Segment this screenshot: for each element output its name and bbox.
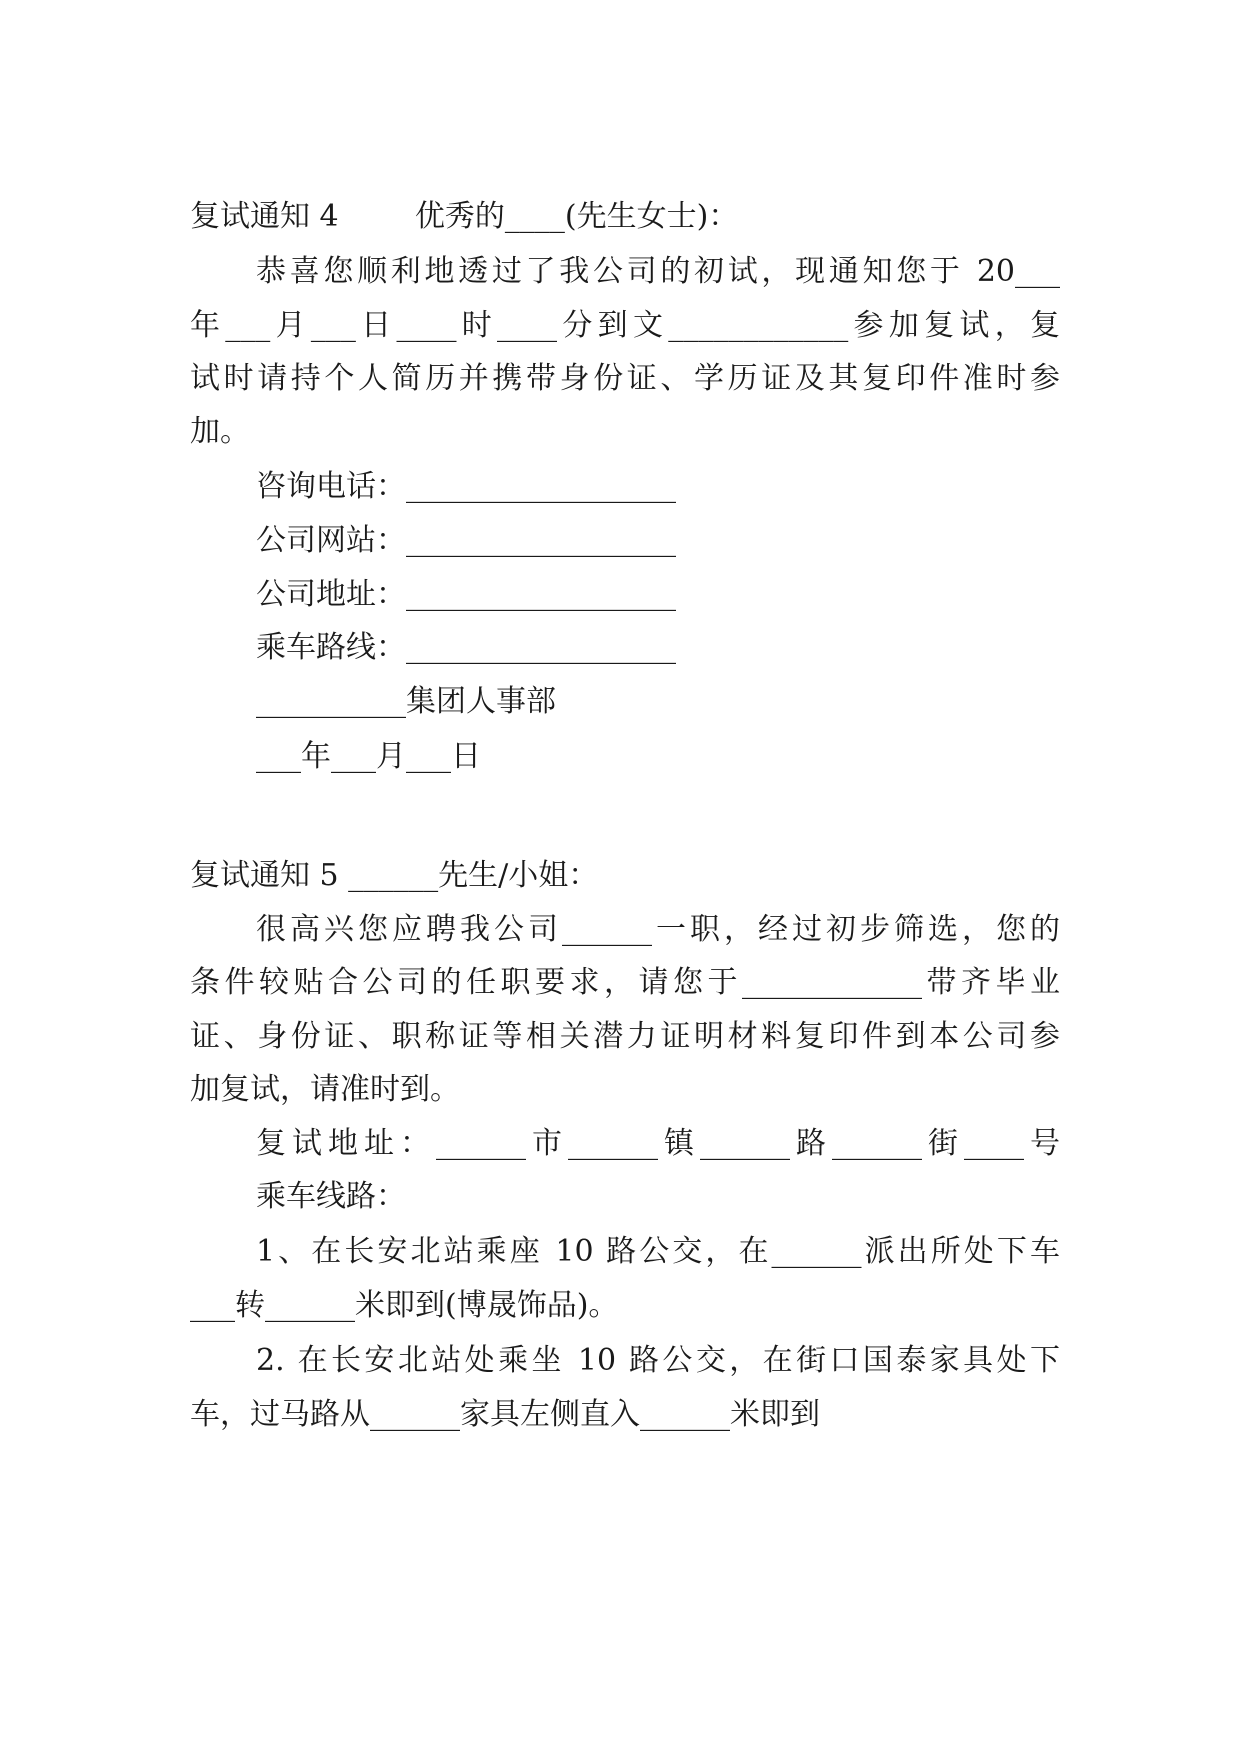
notice-5-body-line-2: 条件较贴合公司的任职要求，请您于____________带齐毕业: [190, 965, 1060, 1000]
notice-5-body-line-1: 很高兴您应聘我公司______一职，经过初步筛选，您的: [256, 912, 1060, 947]
notice-4-signature: __________集团人事部: [256, 684, 556, 719]
notice-4-website: 公司网站：__________________: [256, 523, 676, 558]
notice-5-route-1-line-1: 1、在长安北站乘座 10 路公交，在______派出所处下车: [256, 1234, 1060, 1269]
notice-4-date: ___年___月___日: [256, 739, 481, 774]
notice-4-body-line-4: 加。: [190, 414, 250, 449]
notice-4-phone: 咨询电话：__________________: [256, 469, 676, 504]
notice-4-route: 乘车路线：__________________: [256, 630, 676, 665]
notice-5-route-2-line-1: 2. 在长安北站处乘坐 10 路公交，在街口国泰家具处下: [256, 1343, 1060, 1378]
notice-5-address: 复试地址：______市______镇______路______街____号: [256, 1126, 1060, 1161]
notice-4-body-line-2: 年___月___日____时____分到文____________参加复试，复: [190, 308, 1060, 343]
notice-4-heading: 复试通知 4 优秀的____(先生女士)：: [190, 199, 739, 234]
notice-5-route-2-line-2: 车，过马路从______家具左侧直入______米即到: [190, 1397, 820, 1432]
notice-5-route-1-line-2: ___转______米即到(博晟饰品)。: [190, 1288, 619, 1323]
notice-4-address: 公司地址：__________________: [256, 577, 676, 612]
notice-5-body-line-4: 加复试，请准时到。: [190, 1072, 460, 1107]
notice-5-route-label: 乘车线路：: [256, 1179, 406, 1214]
notice-4-body-line-3: 试时请持个人简历并携带身份证、学历证及其复印件准时参: [190, 361, 1060, 396]
notice-5-heading: 复试通知 5 ______先生/小姐：: [190, 858, 599, 893]
notice-4-body-line-1: 恭喜您顺利地透过了我公司的初试，现通知您于 20___: [256, 254, 1060, 289]
notice-5-body-line-3: 证、身份证、职称证等相关潜力证明材料复印件到本公司参: [190, 1019, 1060, 1054]
